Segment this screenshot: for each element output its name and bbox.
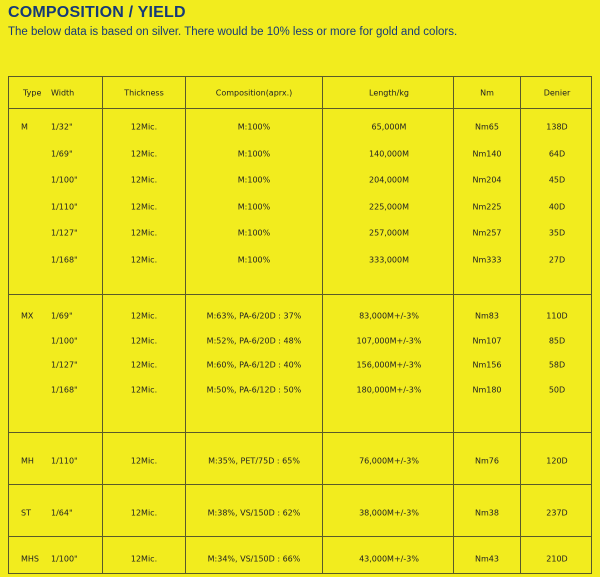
cell-thickness: 12Mic. [130,122,158,132]
cell-length: 204,000M [369,175,409,185]
cell-denier: 45D [548,175,566,185]
cell-length: 38,000M+/-3% [359,508,419,518]
cell-width: 1/168" [51,385,78,394]
cell-thickness: 12Mic. [130,385,158,394]
cell-nm: Nm65 [475,122,499,132]
cell-thickness: 12Mic. [130,456,158,466]
cell-length: 76,000M+/-3% [359,456,419,466]
cell-type: MX [21,311,34,321]
cell-composition: M:100% [237,122,271,132]
cell-denier: 58D [548,360,566,370]
cell-nm: Nm76 [475,456,499,466]
cell-length: 140,000M [369,149,409,158]
cell-composition: M:52%, PA-6/20D : 48% [206,336,302,345]
cell-nm: Nm107 [472,336,502,345]
cell-composition: M:35%, PET/75D : 65% [208,456,300,466]
cell-composition: M:100% [237,202,271,211]
cell-nm: Nm204 [472,175,502,185]
cell-width: 1/69" [51,311,73,321]
cell-type: MHS [21,554,39,564]
cell-length: 180,000M+/-3% [356,385,422,394]
cell-composition: M:100% [237,149,271,158]
cell-denier: 210D [546,554,568,564]
cell-thickness: 12Mic. [130,360,158,370]
cell-width: 1/100" [51,175,78,185]
cell-nm: Nm140 [472,149,502,158]
cell-composition: M:100% [237,255,271,264]
cell-width: 1/110" [51,456,78,466]
table-group-m [9,109,591,295]
header-width: Width [51,88,75,98]
cell-length: 225,000M [369,202,409,211]
header-type: Type [23,88,42,98]
cell-length: 65,000M [371,122,407,132]
cell-denier: 85D [548,336,566,345]
table-header-row [9,77,591,109]
cell-width: 1/110" [51,202,78,211]
cell-composition: M:100% [237,228,271,238]
cell-composition: M:60%, PA-6/12D : 40% [206,360,302,370]
cell-width: 1/100" [51,554,78,564]
cell-width: 1/64" [51,508,73,518]
cell-thickness: 12Mic. [130,554,158,564]
cell-denier: 138D [546,122,568,132]
cell-width: 1/127" [51,360,78,370]
cell-type: M [21,122,28,132]
cell-width: 1/32" [51,122,73,132]
cell-denier: 35D [548,228,566,238]
cell-type: MH [21,456,34,466]
cell-denier: 64D [548,149,566,158]
cell-length: 107,000M+/-3% [356,336,422,345]
cell-nm: Nm257 [472,228,502,238]
cell-type: ST [21,508,31,518]
cell-denier: 110D [546,311,568,321]
cell-composition: M:50%, PA-6/12D : 50% [206,385,302,394]
table-group-mhs [9,537,591,575]
table-group-mx [9,295,591,433]
cell-thickness: 12Mic. [130,336,158,345]
header-nm: Nm [480,88,494,98]
cell-length: 257,000M [369,228,409,238]
cell-thickness: 12Mic. [130,202,158,211]
cell-width: 1/69" [51,149,73,158]
header-length: Length/kg [369,88,409,98]
cell-thickness: 12Mic. [130,255,158,264]
cell-thickness: 12Mic. [130,228,158,238]
cell-nm: Nm38 [475,508,499,518]
header-thickness: Thickness [124,88,164,98]
header-denier: Denier [543,88,571,98]
page-subtitle: The below data is based on silver. There would be 10% less or more for gold and colors. [8,26,458,38]
cell-width: 1/100" [51,336,78,345]
cell-thickness: 12Mic. [130,311,158,321]
cell-composition: M:63%, PA-6/20D : 37% [206,311,302,321]
cell-thickness: 12Mic. [130,508,158,518]
cell-thickness: 12Mic. [130,149,158,158]
cell-nm: Nm43 [475,554,499,564]
cell-nm: Nm333 [472,255,502,264]
cell-width: 1/168" [51,255,78,264]
cell-length: 83,000M+/-3% [359,311,419,321]
cell-denier: 27D [548,255,566,264]
header-composition: Composition(aprx.) [215,88,293,98]
cell-nm: Nm225 [472,202,502,211]
cell-length: 43,000M+/-3% [359,554,419,564]
cell-thickness: 12Mic. [130,175,158,185]
cell-denier: 50D [548,385,566,394]
table-group-st [9,485,591,537]
cell-denier: 120D [546,456,568,466]
composition-yield-table [8,76,592,574]
cell-composition: M:38%, VS/150D : 62% [207,508,301,518]
cell-nm: Nm156 [472,360,502,370]
cell-nm: Nm83 [475,311,499,321]
cell-length: 156,000M+/-3% [356,360,422,370]
cell-width: 1/127" [51,228,78,238]
cell-length: 333,000M [369,255,409,264]
page-title: COMPOSITION / YIELD [8,4,186,21]
table-group-mh [9,433,591,485]
cell-nm: Nm180 [472,385,502,394]
cell-composition: M:100% [237,175,271,185]
cell-denier: 40D [548,202,566,211]
cell-composition: M:34%, VS/150D : 66% [207,554,301,564]
cell-denier: 237D [546,508,568,518]
